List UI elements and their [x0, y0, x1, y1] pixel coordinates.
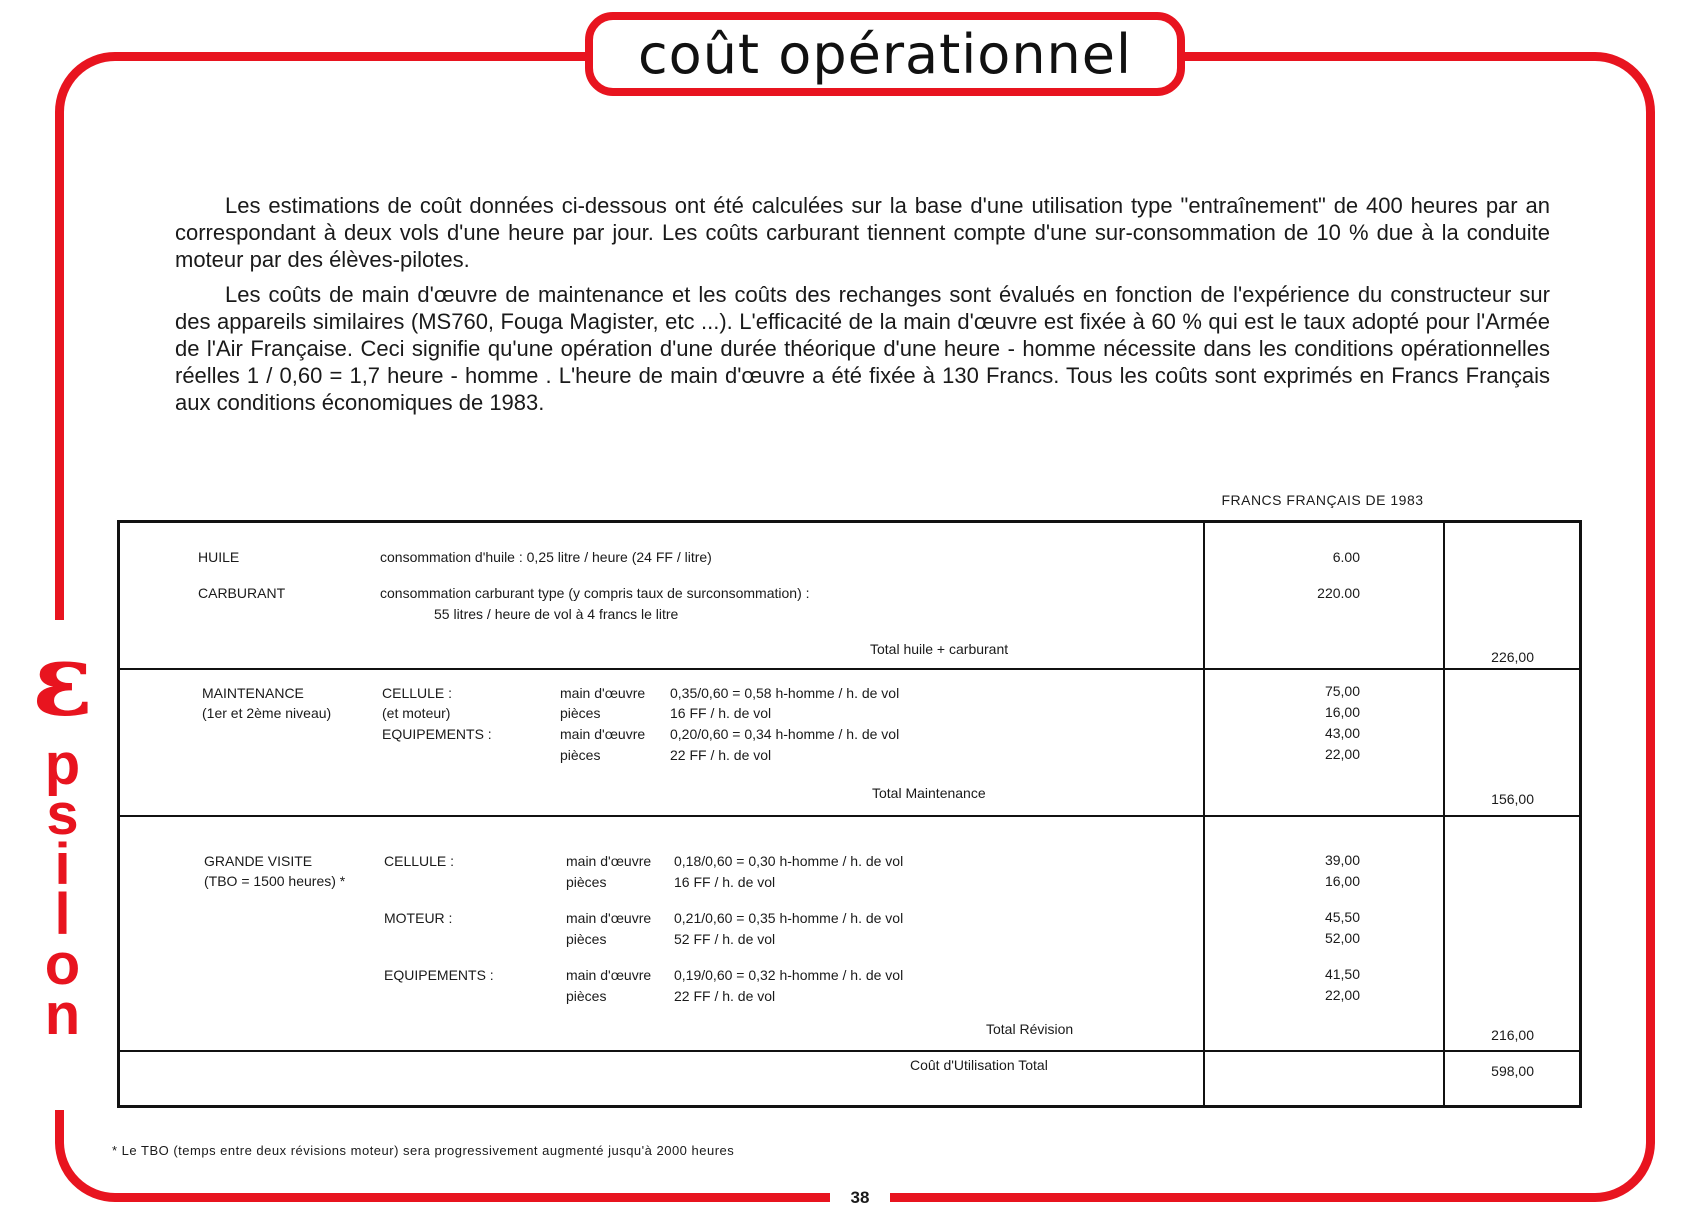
maintenance-row-kind: pièces	[560, 705, 601, 721]
visite-row-kind: pièces	[566, 931, 607, 947]
fuel-value: 220.00	[1317, 585, 1360, 601]
epsilon-symbol: ε	[32, 621, 93, 739]
epsilon-logo	[20, 620, 105, 1110]
maintenance-label: MAINTENANCE	[202, 685, 304, 701]
column-divider	[1203, 523, 1205, 1105]
maintenance-row-value: 43,00	[1324, 725, 1360, 741]
intro-paragraph-1: Les estimations de coût données ci-dessous ont été calculées sur la base d'une utilisation type "entraînement" de 400 heures par an correspondant à deux vols d'une heure par jour. Les coûts carburant tiennent compte d'une sur-consommation de 10 % due à la conduite moteur par des élèves-pilotes.	[175, 193, 1550, 272]
brand-letter: n	[44, 982, 81, 1047]
fuel-description: consommation carburant type (y compris taux de surconsommation) :	[380, 585, 810, 601]
maintenance-row-desc: 0,35/0,60 = 0,58 h-homme / h. de vol	[670, 685, 900, 701]
page-title: coût opérationnel	[637, 22, 1132, 86]
maintenance-row-kind: main d'œuvre	[560, 726, 646, 742]
visite-row-kind: main d'œuvre	[566, 910, 652, 926]
visite-row-desc: 0,21/0,60 = 0,35 h-homme / h. de vol	[674, 910, 904, 926]
visite-moteur: MOTEUR :	[384, 910, 453, 926]
total-fuel-label: Total huile + carburant	[870, 641, 1009, 657]
maintenance-level: (1er et 2ème niveau)	[202, 705, 332, 721]
row-divider	[120, 815, 1579, 817]
oil-value: 6.00	[1332, 549, 1360, 565]
total-fuel-value: 226,00	[1491, 649, 1534, 665]
visite-row-kind: pièces	[566, 874, 607, 890]
visite-row-kind: main d'œuvre	[566, 853, 652, 869]
total-maintenance-value: 156,00	[1491, 791, 1534, 807]
maintenance-row-value: 22,00	[1324, 746, 1360, 762]
total-revision-value: 216,00	[1491, 1027, 1534, 1043]
oil-description: consommation d'huile : 0,25 litre / heure (24 FF / litre)	[380, 549, 712, 565]
maintenance-cellule: CELLULE :	[382, 685, 453, 701]
fuel-label: CARBURANT	[198, 585, 286, 601]
intro-paragraph-2: Les coûts de main d'œuvre de maintenance et les coûts des rechanges sont évalués en fonction de l'expérience du constructeur sur des appareils similaires (MS760, Fouga Magister, etc ...). L'efficacité de la main d'œuvre est fixée à 60 % qui est le taux adopté pour l'Armée de l'Air Française. Ceci signifie qu'une opération d'une durée théorique d'une heure - homme nécessite dans les conditions opérationnelles réelles 1 / 0,60 = 1,7 heure - homme . L'heure de main d'œuvre a été fixée à 130 Francs. Tous les coûts sont exprimés en Francs Français aux conditions économiques de 1983.	[175, 282, 1550, 415]
column-divider	[1443, 523, 1445, 1105]
cost-table	[117, 520, 1582, 1108]
visite-row-desc: 52 FF / h. de vol	[674, 931, 776, 947]
brand-letter: o	[44, 932, 81, 997]
grand-total-value: 598,00	[1491, 1063, 1534, 1079]
footnote: * Le TBO (temps entre deux révisions moteur) sera progressivement augmenté jusqu'à 2000 heures	[112, 1143, 735, 1158]
visite-row-value: 45,50	[1324, 909, 1360, 925]
visite-row-kind: pièces	[566, 988, 607, 1004]
maintenance-row-desc: 0,20/0,60 = 0,34 h-homme / h. de vol	[670, 726, 900, 742]
page-number: 38	[830, 1188, 890, 1208]
visite-row-desc: 22 FF / h. de vol	[674, 988, 776, 1004]
visite-row-value: 39,00	[1324, 852, 1360, 868]
maintenance-row-value: 75,00	[1324, 683, 1360, 699]
maintenance-cellule-sub: (et moteur)	[382, 705, 451, 721]
maintenance-row-desc: 22 FF / h. de vol	[670, 747, 772, 763]
intro-text	[175, 192, 1550, 424]
maintenance-row-value: 16,00	[1324, 704, 1360, 720]
visite-row-value: 41,50	[1324, 966, 1360, 982]
maintenance-row-kind: main d'œuvre	[560, 685, 646, 701]
fuel-description-2: 55 litres / heure de vol à 4 francs le litre	[434, 606, 679, 622]
oil-label: HUILE	[198, 549, 240, 565]
brand-letter: p	[44, 732, 81, 797]
maintenance-row-kind: pièces	[560, 747, 601, 763]
brand-letter: s	[46, 782, 79, 847]
visite-equipements: EQUIPEMENTS :	[384, 967, 494, 983]
maintenance-row-desc: 16 FF / h. de vol	[670, 705, 772, 721]
title-box	[585, 12, 1185, 96]
visite-cellule: CELLULE :	[384, 853, 455, 869]
visite-row-desc: 0,18/0,60 = 0,30 h-homme / h. de vol	[674, 853, 904, 869]
visite-tbo: (TBO = 1500 heures) *	[204, 873, 346, 889]
currency-label: FRANCS FRANÇAIS DE 1983	[1221, 492, 1424, 508]
brand-letter: i	[54, 832, 71, 897]
visite-row-desc: 16 FF / h. de vol	[674, 874, 776, 890]
maintenance-equipements: EQUIPEMENTS :	[382, 726, 492, 742]
visite-row-kind: main d'œuvre	[566, 967, 652, 983]
total-revision-label: Total Révision	[986, 1021, 1074, 1037]
visite-row-value: 16,00	[1324, 873, 1360, 889]
row-divider	[120, 1050, 1579, 1052]
row-divider	[120, 668, 1579, 670]
visite-row-desc: 0,19/0,60 = 0,32 h-homme / h. de vol	[674, 967, 904, 983]
visite-row-value: 22,00	[1324, 987, 1360, 1003]
total-maintenance-label: Total Maintenance	[872, 785, 986, 801]
grand-total-label: Coût d'Utilisation Total	[910, 1057, 1048, 1073]
visite-label: GRANDE VISITE	[204, 853, 313, 869]
visite-row-value: 52,00	[1324, 930, 1360, 946]
brand-letter: l	[54, 882, 71, 947]
